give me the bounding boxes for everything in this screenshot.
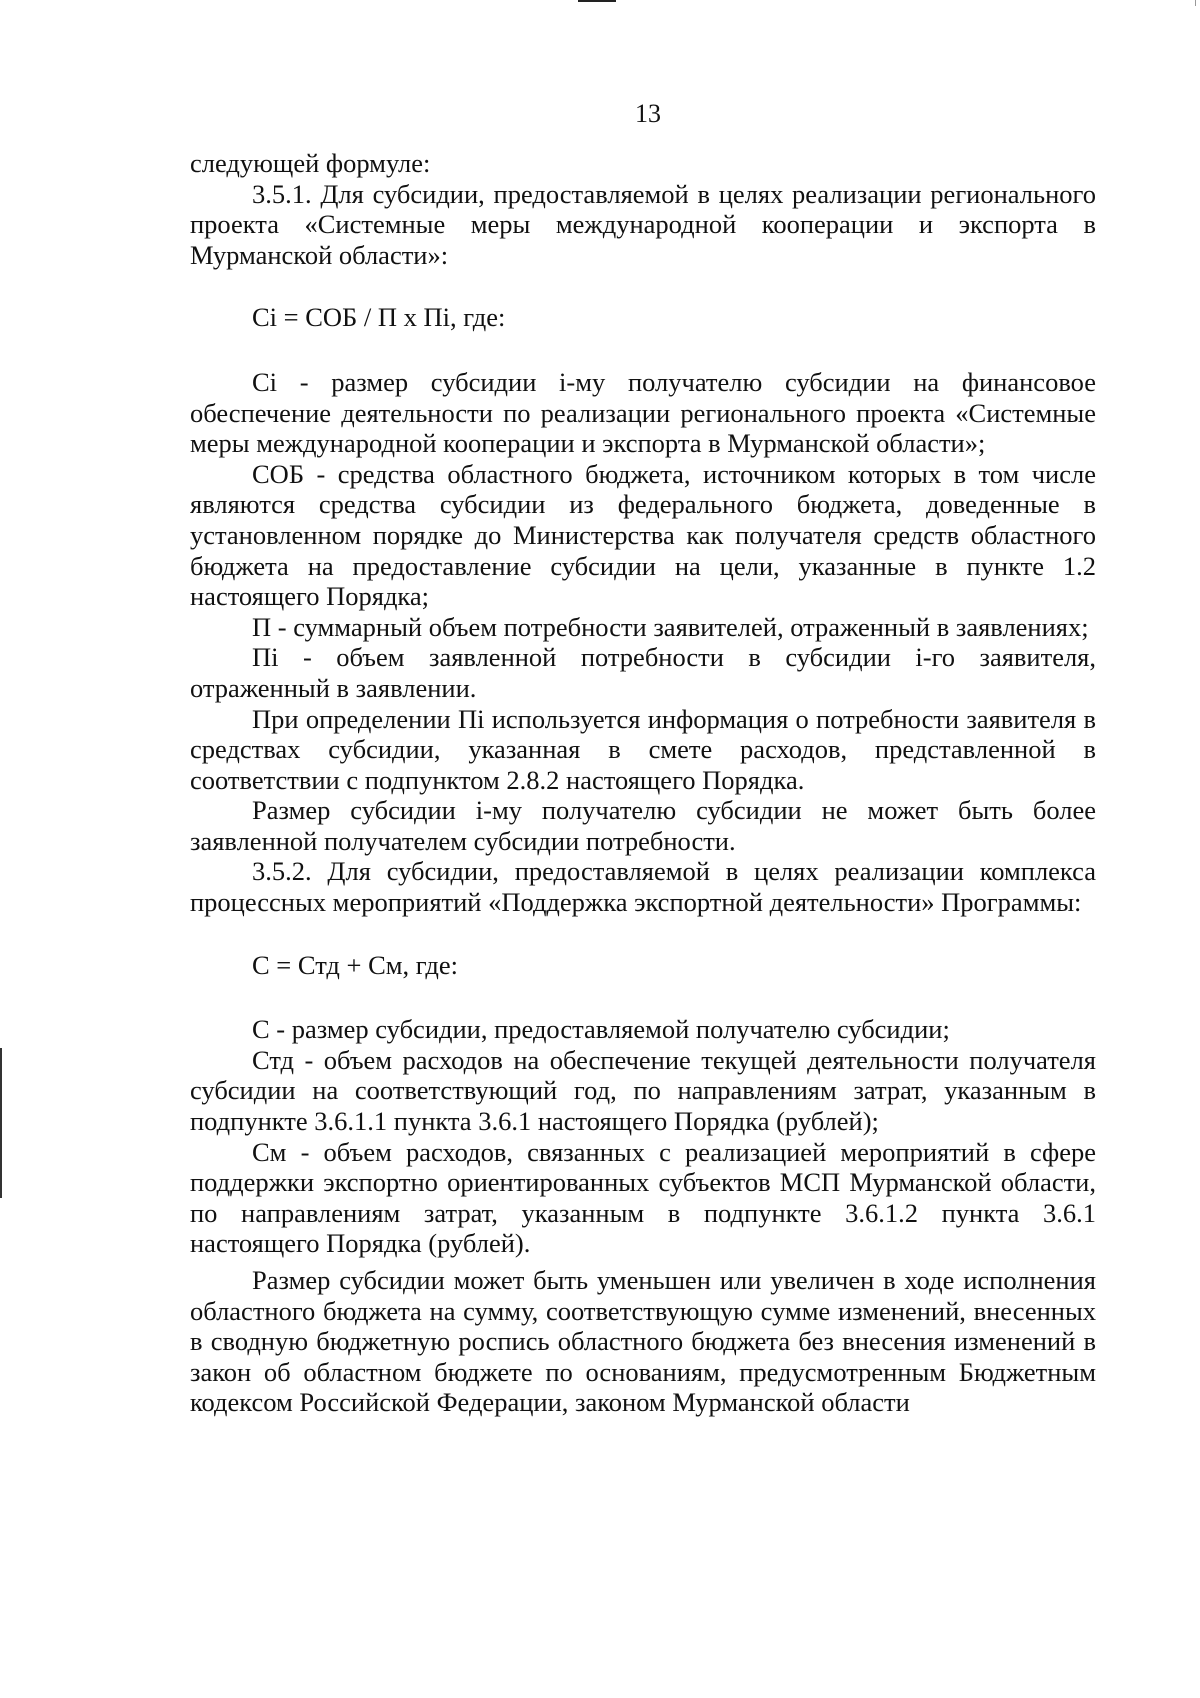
spacer (190, 333, 1096, 367)
spacer (190, 918, 1096, 950)
paragraph-3-5-2: 3.5.2. Для субсидии, предоставляемой в целях реализации комплекса процессных мероприятий «Поддержка экспортной деятельности» Программы: (190, 856, 1096, 918)
definition-std: Стд - объем расходов на обеспечение текущей деятельности получателя субсидии на соответствующий год, по направлениям затрат, указанным в подпункте 3.6.1.1 пункта 3.6.1 настоящего Порядка (рублей); (190, 1044, 1096, 1137)
paragraph-subsidy-limit: Размер субсидии i-му получателю субсидии не может быть более заявленной получателем субсидии потребности. (190, 795, 1096, 856)
spacer (190, 980, 1096, 1014)
scan-artifact-top (578, 0, 616, 2)
paragraph-3-5-1: 3.5.1. Для субсидии, предоставляемой в целях реализации регионального проекта «Системные меры международной кооперации и экспорта в Мурманской области»: (190, 178, 1096, 270)
spacer (190, 270, 1096, 302)
formula-c: С = Стд + См, где: (252, 949, 458, 980)
page-number: 13 (635, 99, 661, 128)
document-body (190, 148, 1096, 1418)
paragraph-pi-info: При определении Пi используется информация о потребности заявителя в средствах субсидии, указанная в смете расходов, представленной в соответствии с подпунктом 2.8.2 настоящего Порядка. (190, 703, 1096, 795)
definition-pi: Пi - объем заявленной потребности в субсидии i-го заявителя, отраженный в заявлении. (190, 642, 1096, 703)
definition-ci: Ci - размер субсидии i-му получателю субсидии на финансовое обеспечение деятельности по реализации регионального проекта «Системные меры международной кооперации и экспорта в Мурманской области»; (190, 366, 1096, 459)
formula-ci: Ci = СОБ / П х Пi, где: (252, 302, 506, 333)
scan-artifact-corner (1195, 0, 1200, 6)
definition-p: П - суммарный объем потребности заявителей, отраженный в заявлениях; (252, 611, 1089, 642)
definition-c: С - размер субсидии, предоставляемой получателю субсидии; (252, 1014, 950, 1045)
scan-artifact-left (0, 1048, 2, 1198)
paragraph-intro: следующей формуле: (190, 148, 431, 178)
paragraph-subsidy-change: Размер субсидии может быть уменьшен или увеличен в ходе исполнения областного бюджета на сумму, соответствующую сумме изменений, внесенных в сводную бюджетную роспись областного бюджета без внесения изменений в закон об областном бюджете по основаниям, предусмотренным Бюджетным кодексом Российской Федерации, законом Мурманской области (190, 1265, 1096, 1418)
definition-sm: См - объем расходов, связанных с реализацией мероприятий в сфере поддержки экспортно ориентированных субъектов МСП Мурманской области, по направлениям затрат, указанным в подпункте 3.6.1.2 пункта 3.6.1 настоящего Порядка (рублей). (190, 1136, 1096, 1259)
definition-sob: СОБ - средства областного бюджета, источником которых в том числе являются средства субсидии из федерального бюджета, доведенные в установленном порядке до Министерства как получателя средств областного бюджета на предоставление субсидии на цели, указанные в пункте 1.2 настоящего Порядка; (190, 458, 1096, 612)
